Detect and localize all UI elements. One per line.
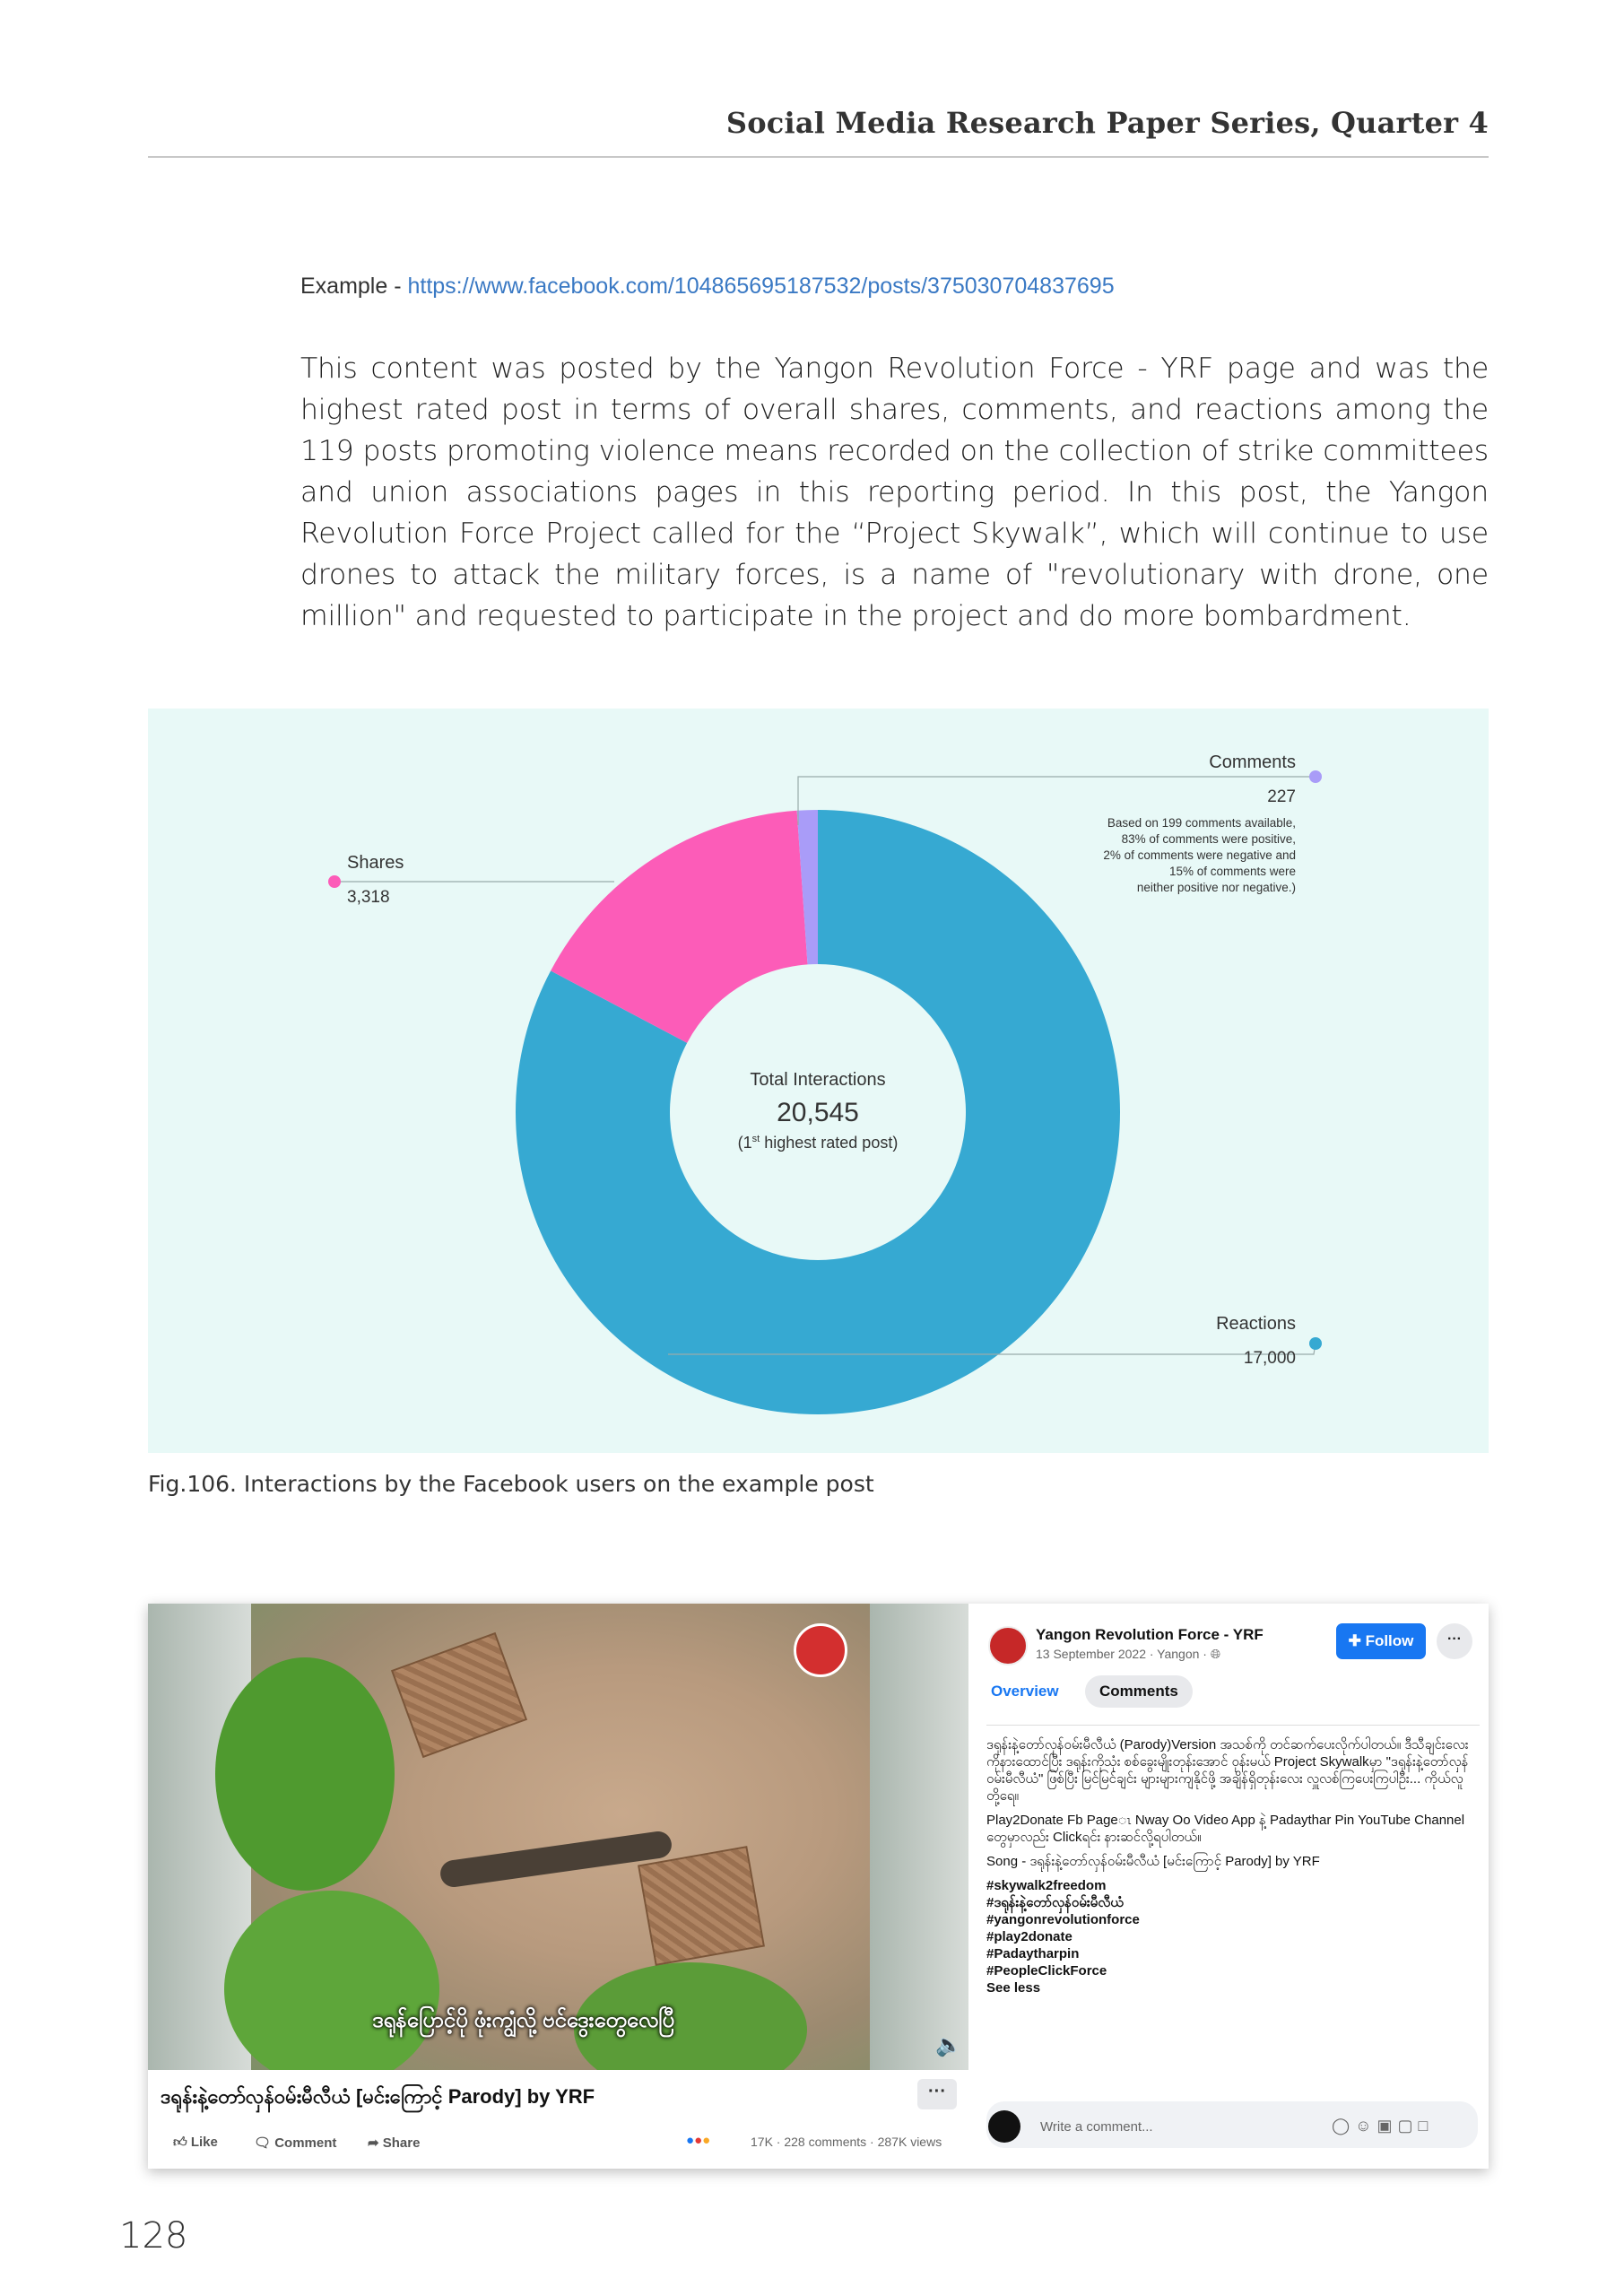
video-title: ဒရုန်းနဲ့တော်လှန်ဝမ်းမီလီယံ [မင်းကြောင့် Parody] by YRF (161, 2085, 595, 2108)
figure-caption: Fig.106. Interactions by the Facebook users on the example post (148, 1471, 874, 1497)
hashtag[interactable]: #skywalk2freedom (986, 1878, 1107, 1893)
follow-button[interactable] (1336, 1623, 1426, 1659)
comments-value: 227 (1267, 787, 1296, 806)
comment-button[interactable] (254, 2135, 336, 2151)
tab-overview[interactable]: Overview (991, 1683, 1059, 1700)
page-name[interactable]: Yangon Revolution Force - YRF (1036, 1626, 1264, 1643)
comment-placeholder: Write a comment... (1040, 2119, 1153, 2135)
center-value: 20,545 (777, 1098, 859, 1127)
example-link[interactable]: https://www.facebook.com/104865695187532/posts/375030704837695 (407, 274, 1115, 299)
thumbs-up-icon: 👍︎ (173, 2135, 191, 2150)
reaction-icons: ●●● (686, 2133, 711, 2148)
post-text-paragraph: ဒရုန်းနဲ့တော်လှန်ဝမ်းမီလီယံ (Parody)Version အသစ်ကို တင်ဆက်ပေးလိုက်ပါတယ်။ ဒီသီချင်းလေးကိုနားထောင်ပြီး ဒရုန်းကိုသုံး စစ်ခွေးမျိုးတုန်းအောင် ဝုန်းမယ် Project Skywalkမှာ "ဒရုန်းနဲ့တော်လှန် ဝမ်းမီလီယံ" ဖြစ်ပြီး မြင်မြင်ချင်း များများကျနိုင်ဖို့ အချိန်ရှိတုန်းလေး လှူလစ်ကြပေးကြပါဦး... ကိုယ်လူတို့ရေ။ (986, 1737, 1469, 1804)
hut-roof (638, 1846, 765, 1966)
dirt-path (439, 1830, 673, 1889)
running-header: Social Media Research Paper Series, Quarter 4 (725, 106, 1489, 140)
post-text-paragraph: Song - ဒရုန်းနဲ့တော်လှန်ဝမ်းမီလီယံ [မင်းကြောင့် Parody] by YRF (986, 1854, 1320, 1869)
hashtag[interactable]: #play2donate (986, 1929, 1073, 1944)
post-stats: 17K · 228 comments · 287K views (751, 2135, 942, 2149)
shares-marker (328, 875, 341, 888)
hashtag[interactable]: #yangonrevolutionforce (986, 1912, 1140, 1927)
video-more-button[interactable]: ··· (917, 2079, 957, 2109)
video-blur-right (870, 1604, 968, 2070)
body-paragraph: This content was posted by the Yangon Revolution Force - YRF page and was the highest rated post in terms of overall shares, comments, and reactions among the 119 posts promoting violence means recorded on the collection of strike committees and union associations pages in this reporting period. In this post, the Yangon Revolution Force Project called for the “Project Skywalk”, which will continue to use drones to attack the military forces, is a name of "revolutionary with drone, one million" and requested to participate in the project and do more bombardment. (300, 352, 1489, 632)
like-label: Like (190, 2135, 218, 2150)
shares-value: 3,318 (347, 888, 390, 907)
comment-tool-icons[interactable]: ◯☺▣▢□ (1332, 2117, 1434, 2135)
page-avatar[interactable] (988, 1626, 1028, 1665)
example-line (300, 274, 1115, 300)
follow-icon: ✚ (1348, 1632, 1366, 1649)
hashtag-list (986, 1877, 1475, 1979)
center-note-part: (1 (737, 1134, 752, 1152)
hut-roof (391, 1632, 527, 1758)
reactions-value: 17,000 (1243, 1349, 1296, 1368)
globe-icon: 🌐︎ (1210, 1647, 1221, 1661)
comments-label: Comments (1209, 752, 1296, 772)
comments-note-line: 83% of comments were positive, (1121, 832, 1296, 846)
comments-note-line: Based on 199 comments available, (1107, 816, 1296, 830)
follow-label: Follow (1365, 1632, 1414, 1649)
tree-cluster (224, 1891, 439, 2070)
volume-icon[interactable]: 🔈 (935, 2033, 962, 2057)
header-rule (148, 156, 1489, 158)
shares-label: Shares (347, 853, 404, 873)
tree-cluster (215, 1657, 395, 1891)
post-date-text: 13 September 2022 · Yangon · (1036, 1647, 1211, 1661)
center-label: Total Interactions (750, 1070, 886, 1090)
video-subtitle: ဒရုန်ပြောင့်ပို ဖုံးကျွံလို့ ဗင်ဒွေးတွေလေပြီ (372, 2008, 675, 2032)
facebook-post-screenshot (148, 1604, 1489, 2169)
share-label: Share (382, 2135, 421, 2151)
commenter-avatar (988, 2110, 1020, 2143)
tab-divider (986, 1725, 1480, 1726)
center-note (738, 1134, 899, 1152)
hashtag[interactable]: #Padaytharpin (986, 1946, 1080, 1961)
comment-label: Comment (274, 2135, 337, 2151)
see-less-link[interactable]: See less (986, 1980, 1041, 1996)
example-label: Example - (300, 274, 408, 299)
interactions-chart (148, 709, 1489, 1453)
reactions-marker (1309, 1337, 1322, 1350)
share-icon: ➦ (368, 2135, 383, 2151)
donut-chart-svg (148, 709, 1489, 1453)
comments-note-line: 2% of comments were negative and (1103, 848, 1296, 862)
post-text (986, 1736, 1475, 1996)
share-button[interactable] (368, 2135, 420, 2151)
yrf-logo (794, 1623, 847, 1677)
post-sidebar (977, 1604, 1489, 2169)
comments-note-line: 15% of comments were (1168, 865, 1296, 878)
hashtag[interactable]: #PeopleClickForce (986, 1963, 1107, 1979)
drone-footage-frame (251, 1604, 870, 2070)
video-player[interactable] (148, 1604, 968, 2070)
like-button[interactable] (173, 2135, 218, 2151)
comment-icon: 🗨︎ (254, 2135, 275, 2151)
hashtag[interactable]: #ဒရုန်းနဲ့တော်လှန်ဝမ်းမီလီယံ (986, 1895, 1124, 1910)
tab-comments[interactable]: Comments (1085, 1675, 1193, 1708)
comments-marker (1309, 770, 1322, 783)
post-text-paragraph: Play2Donate Fb Pageၤ Nway Oo Video App နဲ့ Padaythar Pin YouTube Channel တွေမှာလည်း Clickရင်း နားဆင်လို့ရပါတယ်။ (986, 1813, 1465, 1845)
reactions-label: Reactions (1216, 1314, 1296, 1334)
comments-note-line: neither positive nor negative.) (1136, 881, 1296, 894)
center-note-part: highest rated post) (760, 1134, 899, 1152)
page-number: 128 (119, 2215, 188, 2257)
page-more-button[interactable]: ··· (1437, 1623, 1472, 1659)
center-note-part: st (751, 1134, 760, 1144)
post-date (1036, 1647, 1220, 1662)
